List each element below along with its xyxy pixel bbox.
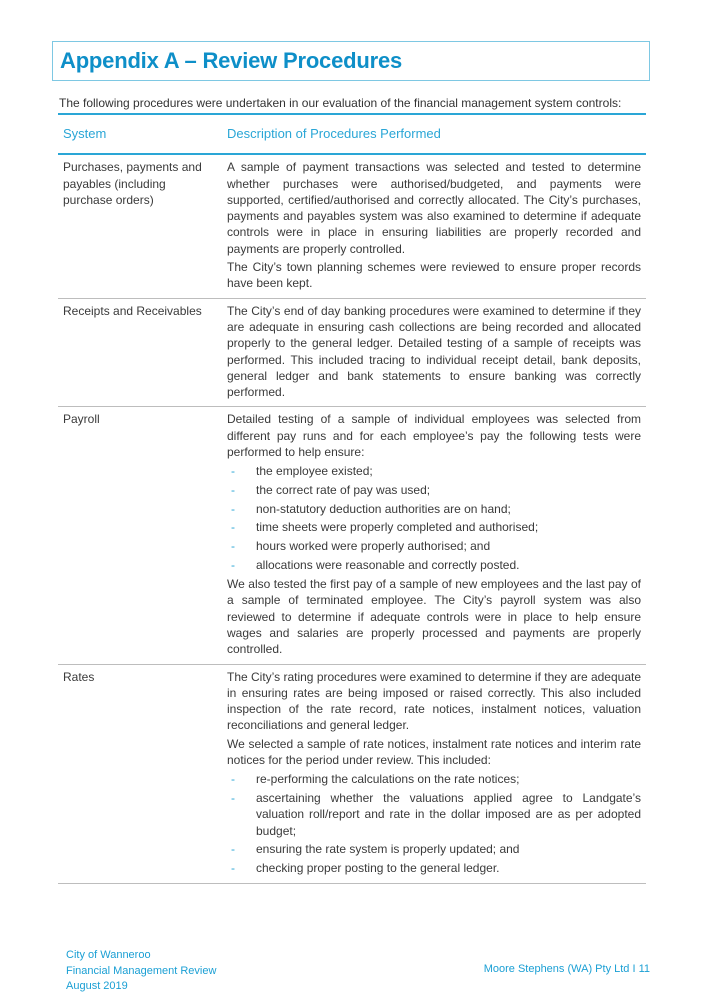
description-cell bbox=[222, 154, 646, 298]
header-system: System bbox=[58, 114, 222, 154]
dash-bullet-icon: - bbox=[231, 501, 235, 516]
description-cell bbox=[222, 664, 646, 884]
header-description: Description of Procedures Performed bbox=[222, 114, 646, 154]
rates-test-list bbox=[227, 771, 641, 876]
footer-report-name: Financial Management Review bbox=[66, 964, 217, 977]
procedures-table bbox=[58, 113, 646, 884]
list-item: - the correct rate of pay was used; bbox=[231, 483, 431, 498]
system-cell: Purchases, payments and payables (including purchase orders) bbox=[58, 154, 222, 298]
description-cell bbox=[222, 407, 646, 664]
table-row bbox=[58, 298, 646, 407]
list-item: - checking proper posting to the general ledger. bbox=[231, 861, 500, 875]
table-row bbox=[58, 154, 646, 298]
dash-bullet-icon: - bbox=[231, 557, 235, 572]
description-paragraph: Detailed testing of a sample of individual employees was selected from different pay runs and for each employee’s pay the following tests were performed to help ensure: bbox=[227, 412, 641, 460]
description-paragraph: We selected a sample of rate notices, instalment rate notices and interim rate notices for the period under review. This included: bbox=[227, 736, 641, 768]
description-paragraph: The City’s end of day banking procedures were examined to determine if they are adequate in ensuring cash collections are being recorded and allocated properly to the general ledger. Detailed testing of a sample of receipts was performed. This included tracing to individual receipt detail, bank deposits, general ledger and bank statements to ensure banking was correctly performed. bbox=[227, 303, 641, 400]
title-box bbox=[52, 41, 650, 81]
list-item: - re-performing the calculations on the rate notices; bbox=[231, 772, 520, 787]
dash-bullet-icon: - bbox=[231, 483, 235, 498]
dash-bullet-icon: - bbox=[231, 861, 235, 875]
dash-bullet-icon: - bbox=[231, 791, 235, 806]
system-cell: Payroll bbox=[58, 407, 222, 664]
list-item: - ensuring the rate system is properly updated; and bbox=[231, 842, 520, 857]
list-item: - allocations were reasonable and correctly posted. bbox=[231, 557, 520, 572]
footer-client: City of Wanneroo bbox=[66, 949, 151, 961]
payroll-test-list bbox=[227, 463, 641, 573]
footer-left bbox=[66, 948, 216, 995]
table-row bbox=[58, 664, 646, 884]
system-cell: Receipts and Receivables bbox=[58, 298, 222, 407]
footer-page-info: Moore Stephens (WA) Pty Ltd I 11 bbox=[483, 963, 650, 975]
dash-bullet-icon: - bbox=[231, 464, 235, 479]
dash-bullet-icon: - bbox=[231, 520, 235, 535]
footer-date: August 2019 bbox=[66, 980, 128, 992]
intro-text: The following procedures were undertaken in our evaluation of the financial management system controls: bbox=[59, 96, 622, 110]
page-title: Appendix A – Review Procedures bbox=[60, 48, 403, 73]
table-header-row bbox=[58, 114, 646, 154]
description-paragraph: A sample of payment transactions was selected and tested to determine whether purchases were authorised/budgeted, and payments were supported, certified/authorised and correctly allocated. The City’s purchases, payments and payables system was also examined to determine if adequate controls were in place in ensuring liabilities are properly recorded and payments are properly controlled. bbox=[227, 160, 641, 256]
description-cell bbox=[222, 298, 646, 407]
list-item: - non-statutory deduction authorities are on hand; bbox=[231, 501, 511, 516]
dash-bullet-icon: - bbox=[231, 842, 235, 857]
list-item: - time sheets were properly completed and authorised; bbox=[231, 520, 539, 535]
table-row bbox=[58, 407, 646, 664]
description-paragraph: The City’s rating procedures were examined to determine if they are adequate in ensuring rates are being imposed or raised correctly. This also included inspection of the rate record, rate notices, instalment notices, valuation reconciliations and general ledger. bbox=[227, 669, 642, 733]
list-item: - hours worked were properly authorised; and bbox=[231, 539, 491, 554]
dash-bullet-icon: - bbox=[231, 539, 235, 554]
list-item: - the employee existed; bbox=[231, 464, 373, 479]
list-item: - ascertaining whether the valuations applied agree to Landgate’s valuation roll/report and rate in the dollar imposed are as per adopted budget; bbox=[231, 791, 641, 838]
dash-bullet-icon: - bbox=[231, 772, 235, 787]
system-cell: Rates bbox=[58, 664, 222, 884]
description-paragraph: We also tested the first pay of a sample of new employees and the last pay of a sample of terminated employee. The City’s payroll system was also reviewed to determine if adequate controls were in place to help ensure wages and salaries are properly processed and payments are properly controlled. bbox=[227, 577, 641, 657]
description-paragraph: The City’s town planning schemes were reviewed to ensure proper records have been kept. bbox=[227, 260, 641, 291]
